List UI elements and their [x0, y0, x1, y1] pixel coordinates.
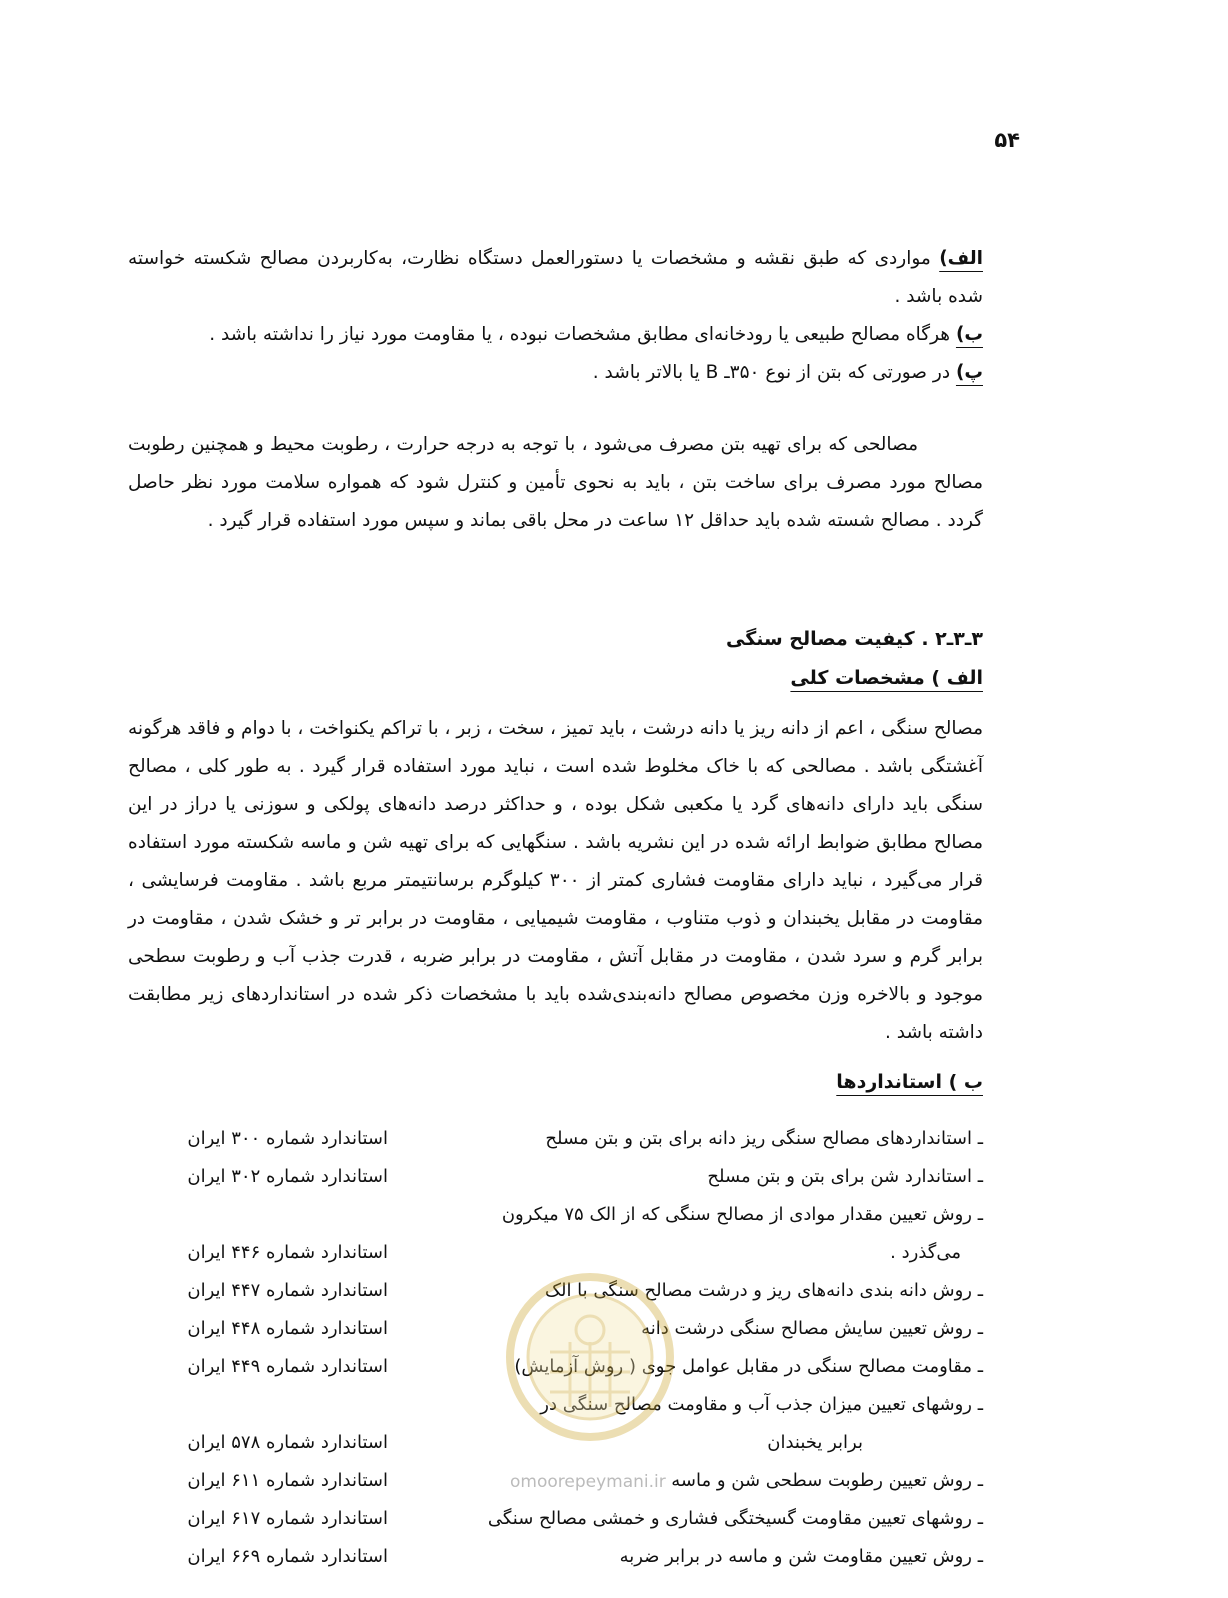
standard-code: استاندارد شماره ۴۴۶ ایران [187, 1242, 388, 1263]
standard-code: استاندارد شماره ۶۶۹ ایران [187, 1546, 388, 1567]
standard-row [128, 1158, 983, 1196]
subsection-standards [500, 1064, 983, 1100]
condition-text-b: هرگاه مصالح طبیعی یا رودخانه‌ای مطابق مشخصات نبوده ، یا مقاومت مورد نیاز را نداشته باشد . [209, 324, 956, 345]
condition-label-p: پ) [955, 362, 983, 383]
standard-row [128, 1310, 983, 1348]
condition-text-a: مواردی که طبق نقشه و مشخصات یا دستورالعمل دستگاه نظارت، به‌کاربردن مصالح شکسته خواسته شده باشد . [128, 248, 983, 307]
standard-code: استاندارد شماره ۶۱۷ ایران [187, 1508, 388, 1529]
standard-row [128, 1196, 983, 1234]
standard-code: استاندارد شماره ۵۷۸ ایران [187, 1432, 388, 1453]
subsection-general-specs [500, 660, 983, 696]
conditions-list [128, 240, 983, 392]
standard-row [128, 1424, 983, 1462]
standard-desc: ـ روش تعیین مقدار موادی از مصالح سنگی که از الک ۷۵ میکرون [501, 1204, 983, 1225]
condition-label-a: الف) [939, 248, 983, 269]
condition-item-a [128, 240, 983, 316]
page-number: ۵۴ [994, 128, 1020, 152]
condition-item-b [128, 316, 983, 354]
section-title: ۳ـ۳ـ۲ . کیفیت مصالح سنگی [725, 628, 983, 650]
subsection-general-specs-label: الف ) مشخصات کلی [790, 667, 983, 689]
standard-desc: ـ روش تعیین مقاومت شن و ماسه در برابر ضربه [619, 1546, 983, 1567]
standard-desc: ـ روش تعیین رطوبت سطحی شن و ماسه [671, 1470, 983, 1491]
standard-row [128, 1386, 983, 1424]
standard-desc: ـ استاندارد شن برای بتن و بتن مسلح [707, 1166, 983, 1187]
standard-desc: ـ روش تعیین سایش مصالح سنگی درشت دانه [641, 1318, 983, 1339]
watermark-text: omoorepeymani.ir [510, 1472, 666, 1492]
standard-code: استاندارد شماره ۳۰۲ ایران [187, 1166, 388, 1187]
standard-code: استاندارد شماره ۳۰۰ ایران [187, 1128, 388, 1149]
condition-text-p: در صورتی که بتن از نوع ۳۵۰ـ B یا بالاتر باشد . [592, 362, 956, 383]
standard-row [128, 1120, 983, 1158]
condition-label-b: ب) [955, 324, 983, 345]
standard-row [128, 1272, 983, 1310]
standard-row [128, 1234, 983, 1272]
paragraph-moisture: مصالحی که برای تهیه بتن مصرف می‌شود ، با توجه به درجه حرارت ، رطوبت محیط و همچنین رطوبت مصالح مورد مصرف برای ساخت بتن ، باید به نحوی تأمین و کنترل شود که همواره سلامت مورد نظر حاصل گردد . مصالح شسته شده باید حداقل ۱۲ ساعت در محل باقی بماند و سپس مورد استفاده قرار گیرد . [128, 434, 983, 531]
standard-desc: می‌گذرد . [890, 1242, 961, 1263]
standard-desc: برابر یخبندان [767, 1432, 863, 1453]
condition-item-p [128, 354, 983, 392]
standard-code: استاندارد شماره ۴۴۷ ایران [187, 1280, 388, 1301]
standard-desc: ـ استانداردهای مصالح سنگی ریز دانه برای بتن و بتن مسلح [545, 1128, 983, 1149]
standard-row [128, 1348, 983, 1386]
standard-desc: ـ روش دانه بندی دانه‌های ریز و درشت مصالح سنگی با الک [544, 1280, 983, 1301]
standards-list [128, 1120, 983, 1576]
paragraph-aggregate-quality: مصالح سنگی ، اعم از دانه ریز یا دانه درشت ، باید تمیز ، سخت ، زبر ، با تراکم یکنواخت ، با دوام و فاقد هرگونه آغشتگی باشد . مصالحی که با خاک مخلوط شده است ، نباید مورد استفاده قرار گیرد . به طور کلی ، مصالح سنگی باید دارای دانه‌های گرد یا مکعبی شکل بوده ، و حداکثر درصد دانه‌های پولکی و سوزنی یا دراز در این مصالح مطابق ضوابط ارائه شده در این نشریه باشد . سنگهایی که برای تهیه شن و ماسه شکسته مورد استفاده قرار می‌گیرد ، نباید دارای مقاومت فشاری کمتر از ۳۰۰ کیلوگرم برسانتیمتر مربع باشد . مقاومت فرسایشی ، مقاومت در مقابل یخبندان و ذوب متناوب ، مقاومت شیمیایی ، مقاومت در برابر تر و خشک شدن ، مقاومت در برابر گرم و سرد شدن ، مقاومت در مقابل آتش ، مقاومت در برابر ضربه ، قدرت جذب آب و رطوبت سطحی موجود و بالاخره وزن مخصوص مصالح دانه‌بندی‌شده باید با مشخصات ذکر شده در استانداردهای زیر مطابقت داشته باشد . [128, 718, 984, 1043]
standard-row [128, 1500, 983, 1538]
standard-code: استاندارد شماره ۶۱۱ ایران [187, 1470, 388, 1491]
standard-desc: ـ روشهای تعیین مقاومت گسیختگی فشاری و خمشی مصالح سنگی [487, 1508, 983, 1529]
standard-code: استاندارد شماره ۴۴۸ ایران [187, 1318, 388, 1339]
standard-code: استاندارد شماره ۴۴۹ ایران [187, 1356, 388, 1377]
standard-desc: ـ روشهای تعیین میزان جذب آب و مقاومت مصالح سنگی در [540, 1394, 983, 1415]
subsection-standards-label: ب ) استانداردها [836, 1071, 983, 1093]
standard-desc: ـ مقاومت مصالح سنگی در مقابل عوامل جوی ( روش آزمایش) [514, 1356, 983, 1377]
standard-row [128, 1538, 983, 1576]
